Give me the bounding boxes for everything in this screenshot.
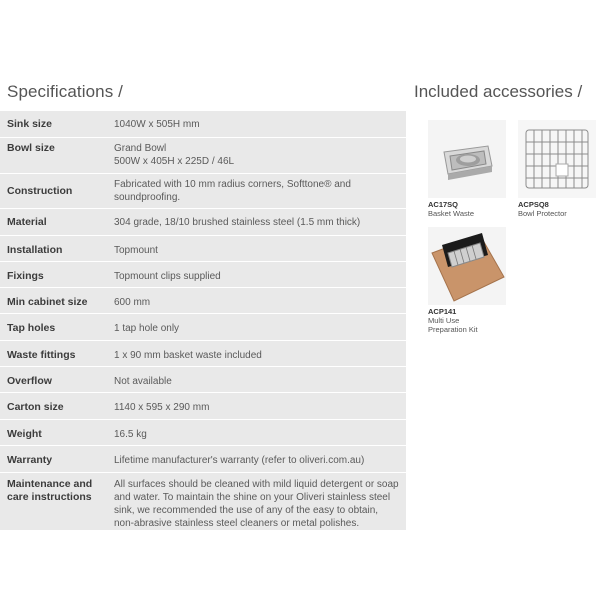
spec-label: Construction (7, 184, 73, 197)
accessory-name: Basket Waste (428, 209, 474, 218)
specifications-heading: Specifications / (7, 82, 123, 101)
spec-label: Fixings (7, 269, 44, 282)
spec-value: 600 mm (114, 296, 151, 308)
spec-label: Warranty (7, 453, 53, 466)
spec-value: Topmount clips supplied (114, 270, 221, 282)
spec-row (0, 111, 406, 137)
spec-label: Min cabinet size (7, 295, 88, 308)
bowl-protector-image (518, 120, 596, 198)
spec-value: All surfaces should be cleaned with mild liquid detergent or soap and water. To maintain the shine on your Oliveri stainless steel sink, we recommended the use of any of the easy to obtain, non-abrasive stainless steel cleaners or metal polishes. (114, 478, 399, 529)
spec-label: Carton size (7, 400, 64, 413)
spec-value: 304 grade, 18/10 brushed stainless steel (1.5 mm thick) (114, 216, 361, 228)
spec-row (0, 340, 406, 366)
accessory-basket-waste (428, 120, 506, 218)
spec-row (0, 261, 406, 287)
spec-value: 1 tap hole only (114, 322, 180, 334)
spec-value: Fabricated with 10 mm radius corners, Softtone® and soundproofing. (114, 178, 351, 203)
spec-label: Weight (7, 427, 42, 440)
spec-label: Tap holes (7, 321, 56, 334)
spec-label: Maintenance and care instructions (7, 477, 93, 503)
spec-row (0, 472, 406, 530)
accessories-heading: Included accessories / (414, 82, 583, 101)
accessory-name: Bowl Protector (518, 209, 567, 218)
spec-value: Lifetime manufacturer's warranty (refer to oliveri.com.au) (114, 454, 365, 466)
spec-label: Overflow (7, 374, 52, 387)
spec-value: Not available (114, 375, 172, 387)
spec-row (0, 419, 406, 445)
spec-label: Waste fittings (7, 348, 76, 361)
spec-row (0, 392, 406, 419)
spec-row (0, 445, 406, 472)
accessory-code: ACP141 (428, 307, 457, 316)
preparation-kit-image (428, 227, 506, 305)
spec-value: Grand Bowl 500W x 405H x 225D / 46L (114, 142, 235, 167)
accessory-preparation-kit (428, 227, 506, 334)
spec-value: 1040W x 505H mm (114, 119, 200, 130)
spec-label: Material (7, 215, 47, 228)
spec-label: Installation (7, 243, 63, 256)
spec-row (0, 137, 406, 173)
accessory-code: ACPSQ8 (518, 200, 549, 209)
spec-label: Sink size (7, 118, 52, 130)
basket-waste-image (428, 120, 506, 198)
spec-value: Topmount (114, 244, 158, 256)
spec-label: Bowl size (7, 141, 55, 154)
spec-value: 1140 x 595 x 290 mm (114, 401, 210, 413)
spec-row (0, 313, 406, 340)
spec-row (0, 287, 406, 313)
spec-row (0, 235, 406, 261)
accessory-bowl-protector (518, 120, 596, 218)
accessory-code: AC17SQ (428, 200, 459, 209)
spec-row (0, 208, 406, 235)
specifications-table (0, 111, 406, 531)
spec-row (0, 173, 406, 208)
spec-row (0, 366, 406, 392)
accessory-name: Multi Use Preparation Kit (428, 316, 478, 334)
spec-value: 16.5 kg (114, 428, 147, 440)
spec-value: 1 x 90 mm basket waste included (114, 349, 262, 361)
